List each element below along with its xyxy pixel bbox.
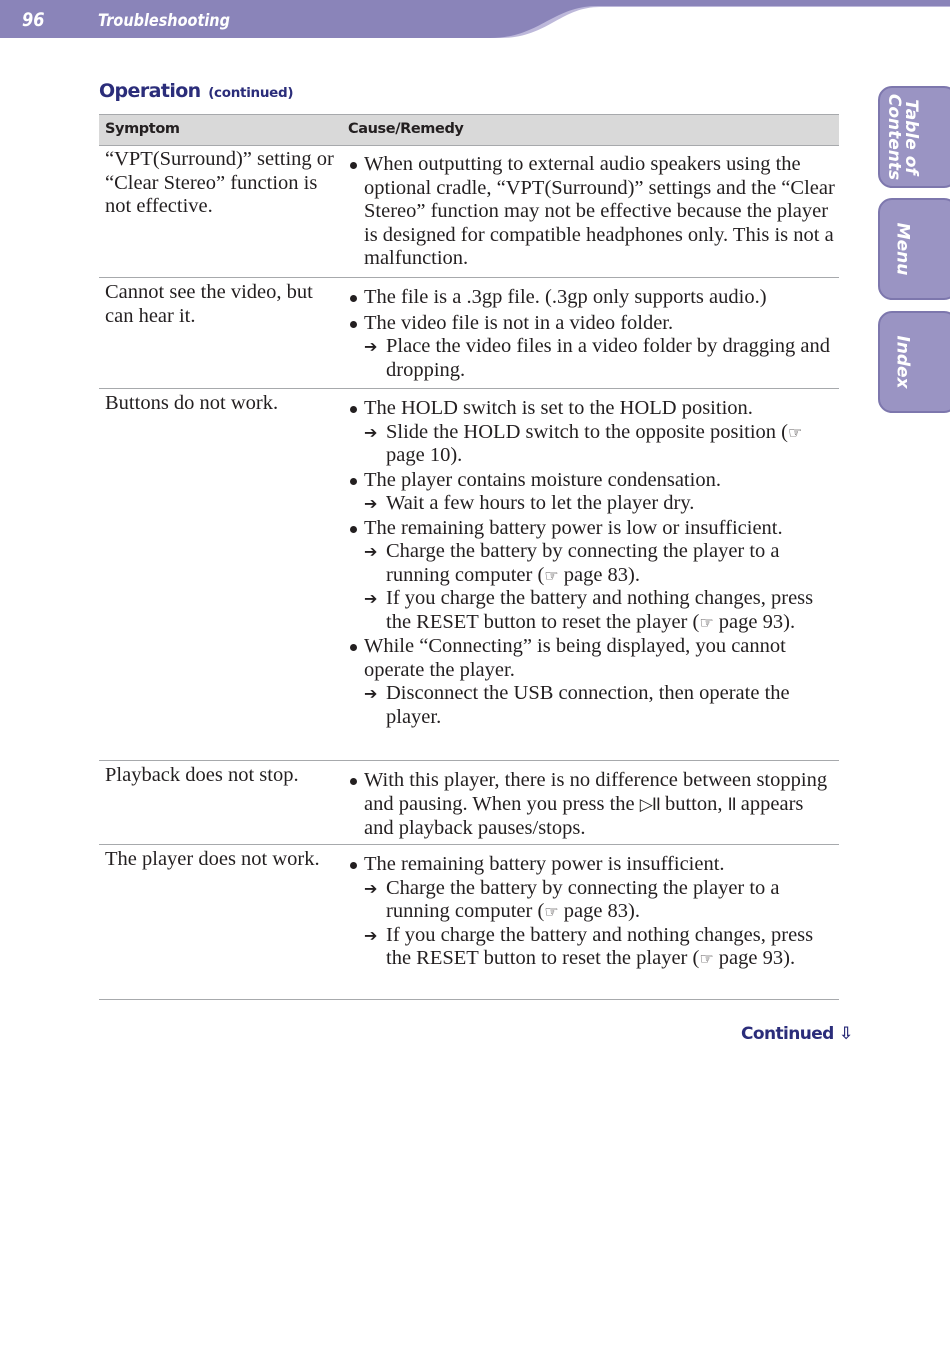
- tab-menu-label: Menu: [892, 222, 913, 276]
- page-ref-icon: ☞: [699, 612, 714, 632]
- heading-main: Operation: [99, 80, 201, 102]
- continued-label: Continued: [741, 1024, 834, 1044]
- table-header: [99, 114, 839, 146]
- remedy-cell: [348, 769, 838, 841]
- remedy-item: ➔ If you charge the battery and nothing changes, press the RESET button to reset the player (☞ page 93).: [364, 587, 814, 633]
- symptom-cell: “VPT(Surround)” setting or “Clear Stereo” function is not effective.: [105, 148, 334, 217]
- tab-index[interactable]: [878, 311, 950, 413]
- remedy-item: ➔ Disconnect the USB connection, then operate the player.: [364, 682, 790, 728]
- cause-item: While “Connecting” is being displayed, you cannot operate the player.: [348, 635, 838, 682]
- cause-item: The player contains moisture condensation.: [348, 469, 838, 493]
- header-cause-remedy: Cause/Remedy: [348, 121, 464, 137]
- table-row: [99, 278, 839, 389]
- remedy-item: ➔ Wait a few hours to let the player dry.: [364, 492, 695, 514]
- cause-item: The video file is not in a video folder.: [348, 312, 838, 336]
- symptom-cell: Playback does not stop.: [105, 764, 299, 786]
- section-heading: [99, 80, 293, 102]
- symptom-cell: Buttons do not work.: [105, 392, 279, 414]
- remedy-cell: [348, 153, 838, 271]
- cause-item: With this player, there is no difference between stopping and pausing. When you press the ▷II button, II appears and playback pauses/stops.: [348, 769, 838, 841]
- table-row: [99, 845, 839, 1000]
- symptom-cell: Cannot see the video, but can hear it.: [105, 281, 313, 327]
- arrow-icon: ➔: [364, 337, 378, 356]
- page-ref-icon: ☞: [544, 902, 559, 921]
- page-ref-icon: ☞: [544, 565, 559, 585]
- cause-item: The remaining battery power is insufficient.: [348, 853, 838, 877]
- page-number: 96: [22, 9, 45, 31]
- table-row: [99, 146, 839, 278]
- arrow-icon: ➔: [364, 878, 378, 898]
- remedy-item: ➔ Place the video files in a video folder by dragging and dropping.: [364, 335, 831, 381]
- cause-item: The HOLD switch is set to the HOLD position.: [348, 397, 838, 421]
- arrow-icon: ➔: [364, 422, 378, 442]
- arrow-icon: ➔: [364, 494, 378, 513]
- cause-item: The remaining battery power is low or insufficient.: [348, 517, 838, 541]
- remedy-item: ➔ If you charge the battery and nothing changes, press the RESET button to reset the player (☞ page 93).: [364, 923, 814, 969]
- remedy-cell: [348, 286, 838, 382]
- header-symptom: Symptom: [105, 121, 180, 137]
- arrow-icon: ➔: [364, 684, 378, 703]
- troubleshooting-table: [99, 114, 839, 1000]
- cause-item: The file is a .3gp file. (.3gp only supports audio.): [348, 286, 838, 310]
- arrow-icon: ➔: [364, 589, 378, 608]
- remedy-item: ➔ Charge the battery by connecting the player to a running computer (☞ page 83).: [364, 876, 780, 922]
- continued-link[interactable]: [741, 1024, 853, 1044]
- symptom-cell: The player does not work.: [105, 848, 320, 870]
- page-ref-icon: ☞: [699, 949, 714, 968]
- heading-sub: (continued): [208, 85, 294, 101]
- remedy-cell: [348, 853, 838, 971]
- pause-icon: II: [727, 794, 736, 815]
- tab-index-label: Index: [892, 335, 913, 389]
- tab-table-of-contents[interactable]: [878, 86, 950, 188]
- remedy-cell: [348, 397, 838, 729]
- cause-item: When outputting to external audio speakers using the optional cradle, “VPT(Surround)” settings and the “Clear Stereo” function may not be effective because the player is designed for compatible headphones only. This is not a malfunction.: [348, 153, 838, 271]
- play-pause-icon: ▷II: [639, 794, 660, 815]
- arrow-icon: ➔: [364, 925, 378, 945]
- section-title: Troubleshooting: [98, 11, 230, 31]
- down-arrow-icon: ⇩: [839, 1024, 853, 1044]
- arrow-icon: ➔: [364, 542, 378, 561]
- remedy-item: ➔ Charge the battery by connecting the player to a running computer (☞ page 83).: [364, 540, 780, 586]
- header-bar: [0, 0, 950, 40]
- remedy-item: ➔ Slide the HOLD switch to the opposite position (☞ page 10).: [364, 420, 803, 466]
- table-row: [99, 761, 839, 845]
- page-ref-icon: ☞: [788, 422, 803, 442]
- tab-table-of-contents-label: Table of Contents: [884, 93, 921, 181]
- tab-menu[interactable]: [878, 198, 950, 300]
- table-row: [99, 389, 839, 761]
